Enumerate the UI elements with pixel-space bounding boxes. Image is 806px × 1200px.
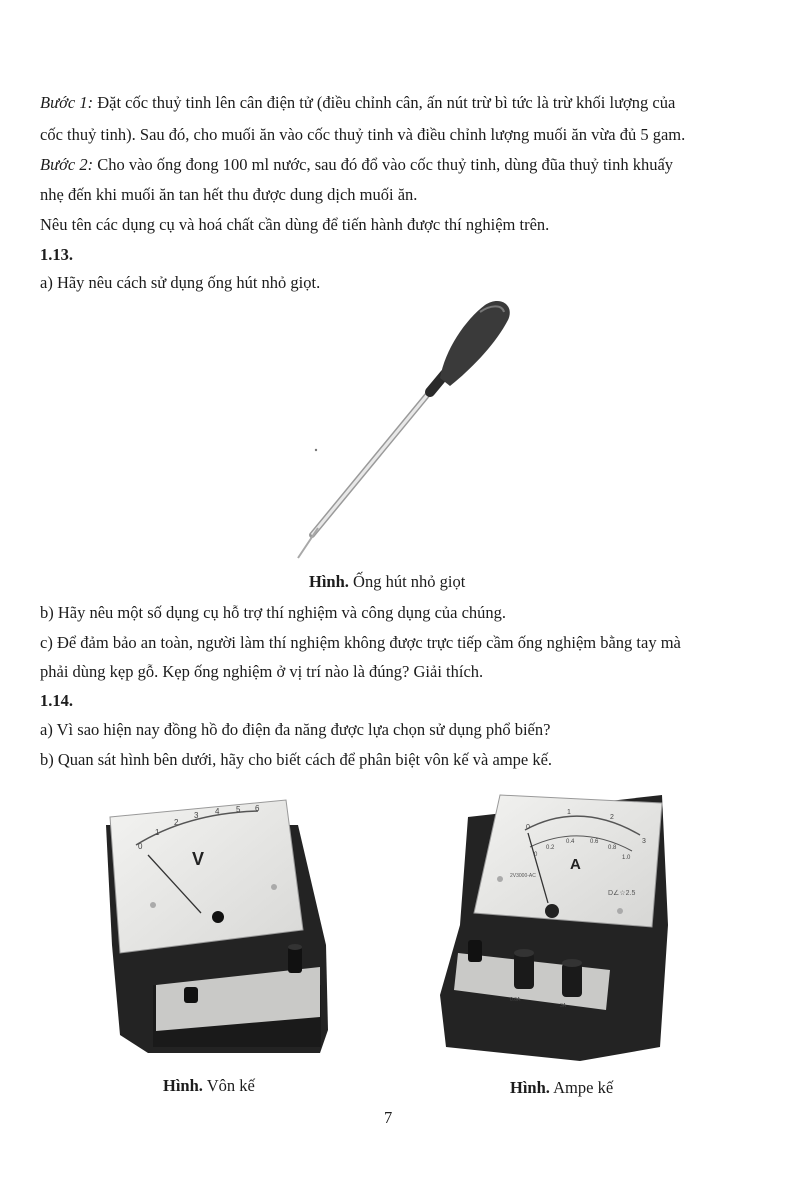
step2-label: Bước 2: [40, 155, 94, 174]
ex113-c-line1: c) Để đảm bảo an toàn, người làm thí nghiệm không được trực tiếp cầm ống nghiệm bằng tay mà [40, 633, 681, 652]
step2-line1: Bước 2: Cho vào ống đong 100 ml nước, sau đó đổ vào cốc thuỷ tinh, dùng đũa thuỷ tinh khuấy [40, 155, 674, 174]
ammeter-dial-letter: A [570, 856, 581, 873]
dropper-figure [280, 290, 520, 570]
ex113-b: b) Hãy nêu một số dụng cụ hỗ trợ thí nghiệm và công dụng của chúng. [40, 603, 507, 622]
ammeter-scale-top-3: 3 [642, 838, 646, 845]
ammeter-terminal-label-1: 0.6A [510, 997, 521, 1003]
voltmeter-scale-4: 4 [215, 807, 220, 816]
ammeter-scale-bottom-2: 0.4 [566, 839, 575, 845]
ammeter-scale-bottom-0: 0 [534, 852, 538, 858]
ammeter-marking-left: 2V3000-AC [510, 873, 536, 879]
voltmeter-scale-5: 5 [236, 805, 241, 814]
ammeter-caption: Hình. Ampe kế [510, 1078, 614, 1097]
ammeter-scale-top-0: 0 [526, 824, 530, 831]
ammeter-scale-bottom-5: 1.0 [622, 855, 631, 861]
voltmeter-scale-1: 1 [155, 828, 160, 837]
ammeter-terminal-label-2: 3A [560, 1003, 567, 1009]
ex113-heading: 1.13. [40, 245, 73, 264]
ammeter-scale-top-2: 2 [610, 814, 614, 821]
ammeter-marking-right: D∠☆2.5 [608, 890, 636, 897]
question-intro: Nêu tên các dụng cụ và hoá chất cần dùng để tiến hành được thí nghiệm trên. [40, 215, 550, 234]
voltmeter-figure [98, 795, 338, 1060]
dropper-caption: Hình. Ống hút nhỏ giọt [309, 572, 466, 591]
ex114-a: a) Vì sao hiện nay đồng hồ đo điện đa năng được lựa chọn sử dụng phổ biến? [40, 720, 551, 739]
step1-line2: cốc thuỷ tinh). Sau đó, cho muối ăn vào cốc thuỷ tinh và điều chỉnh lượng muối ăn vừa đủ 5 gam. [40, 125, 686, 144]
dropper-icon [298, 301, 510, 558]
voltmeter-scale-3: 3 [194, 811, 199, 820]
step1-label: Bước 1: [40, 93, 94, 112]
voltmeter-scale-6: 6 [255, 804, 260, 813]
step2-line2: nhẹ đến khi muối ăn tan hết thu được dung dịch muối ăn. [40, 185, 418, 204]
ex114-b: b) Quan sát hình bên dưới, hãy cho biết cách để phân biệt vôn kế và ampe kế. [40, 750, 553, 769]
voltmeter-scale-0: 0 [138, 842, 143, 851]
ammeter-scale-bottom-4: 0.8 [608, 845, 617, 851]
ammeter-scale-bottom-1: 0.2 [546, 845, 555, 851]
step1-line1: Bước 1: Đặt cốc thuỷ tinh lên cân điện tử (điều chỉnh cân, ấn nút trừ bì tức là trừ khối lượng của [40, 93, 676, 112]
voltmeter-scale-2: 2 [174, 818, 179, 827]
ammeter-scale-bottom-3: 0.6 [590, 839, 599, 845]
page-number: 7 [384, 1108, 393, 1127]
ex113-a: a) Hãy nêu cách sử dụng ống hút nhỏ giọt. [40, 273, 321, 292]
ex114-heading: 1.14. [40, 691, 73, 710]
ammeter-scale-top-1: 1 [567, 809, 571, 816]
ammeter-figure [430, 785, 670, 1065]
voltmeter-icon [106, 800, 328, 1053]
voltmeter-caption: Hình. Vôn kế [163, 1076, 255, 1095]
ammeter-icon [440, 795, 668, 1061]
ex113-c-line2: phải dùng kẹp gỗ. Kẹp ống nghiệm ở vị trí nào là đúng? Giải thích. [40, 662, 484, 681]
voltmeter-dial-letter: V [192, 849, 205, 869]
